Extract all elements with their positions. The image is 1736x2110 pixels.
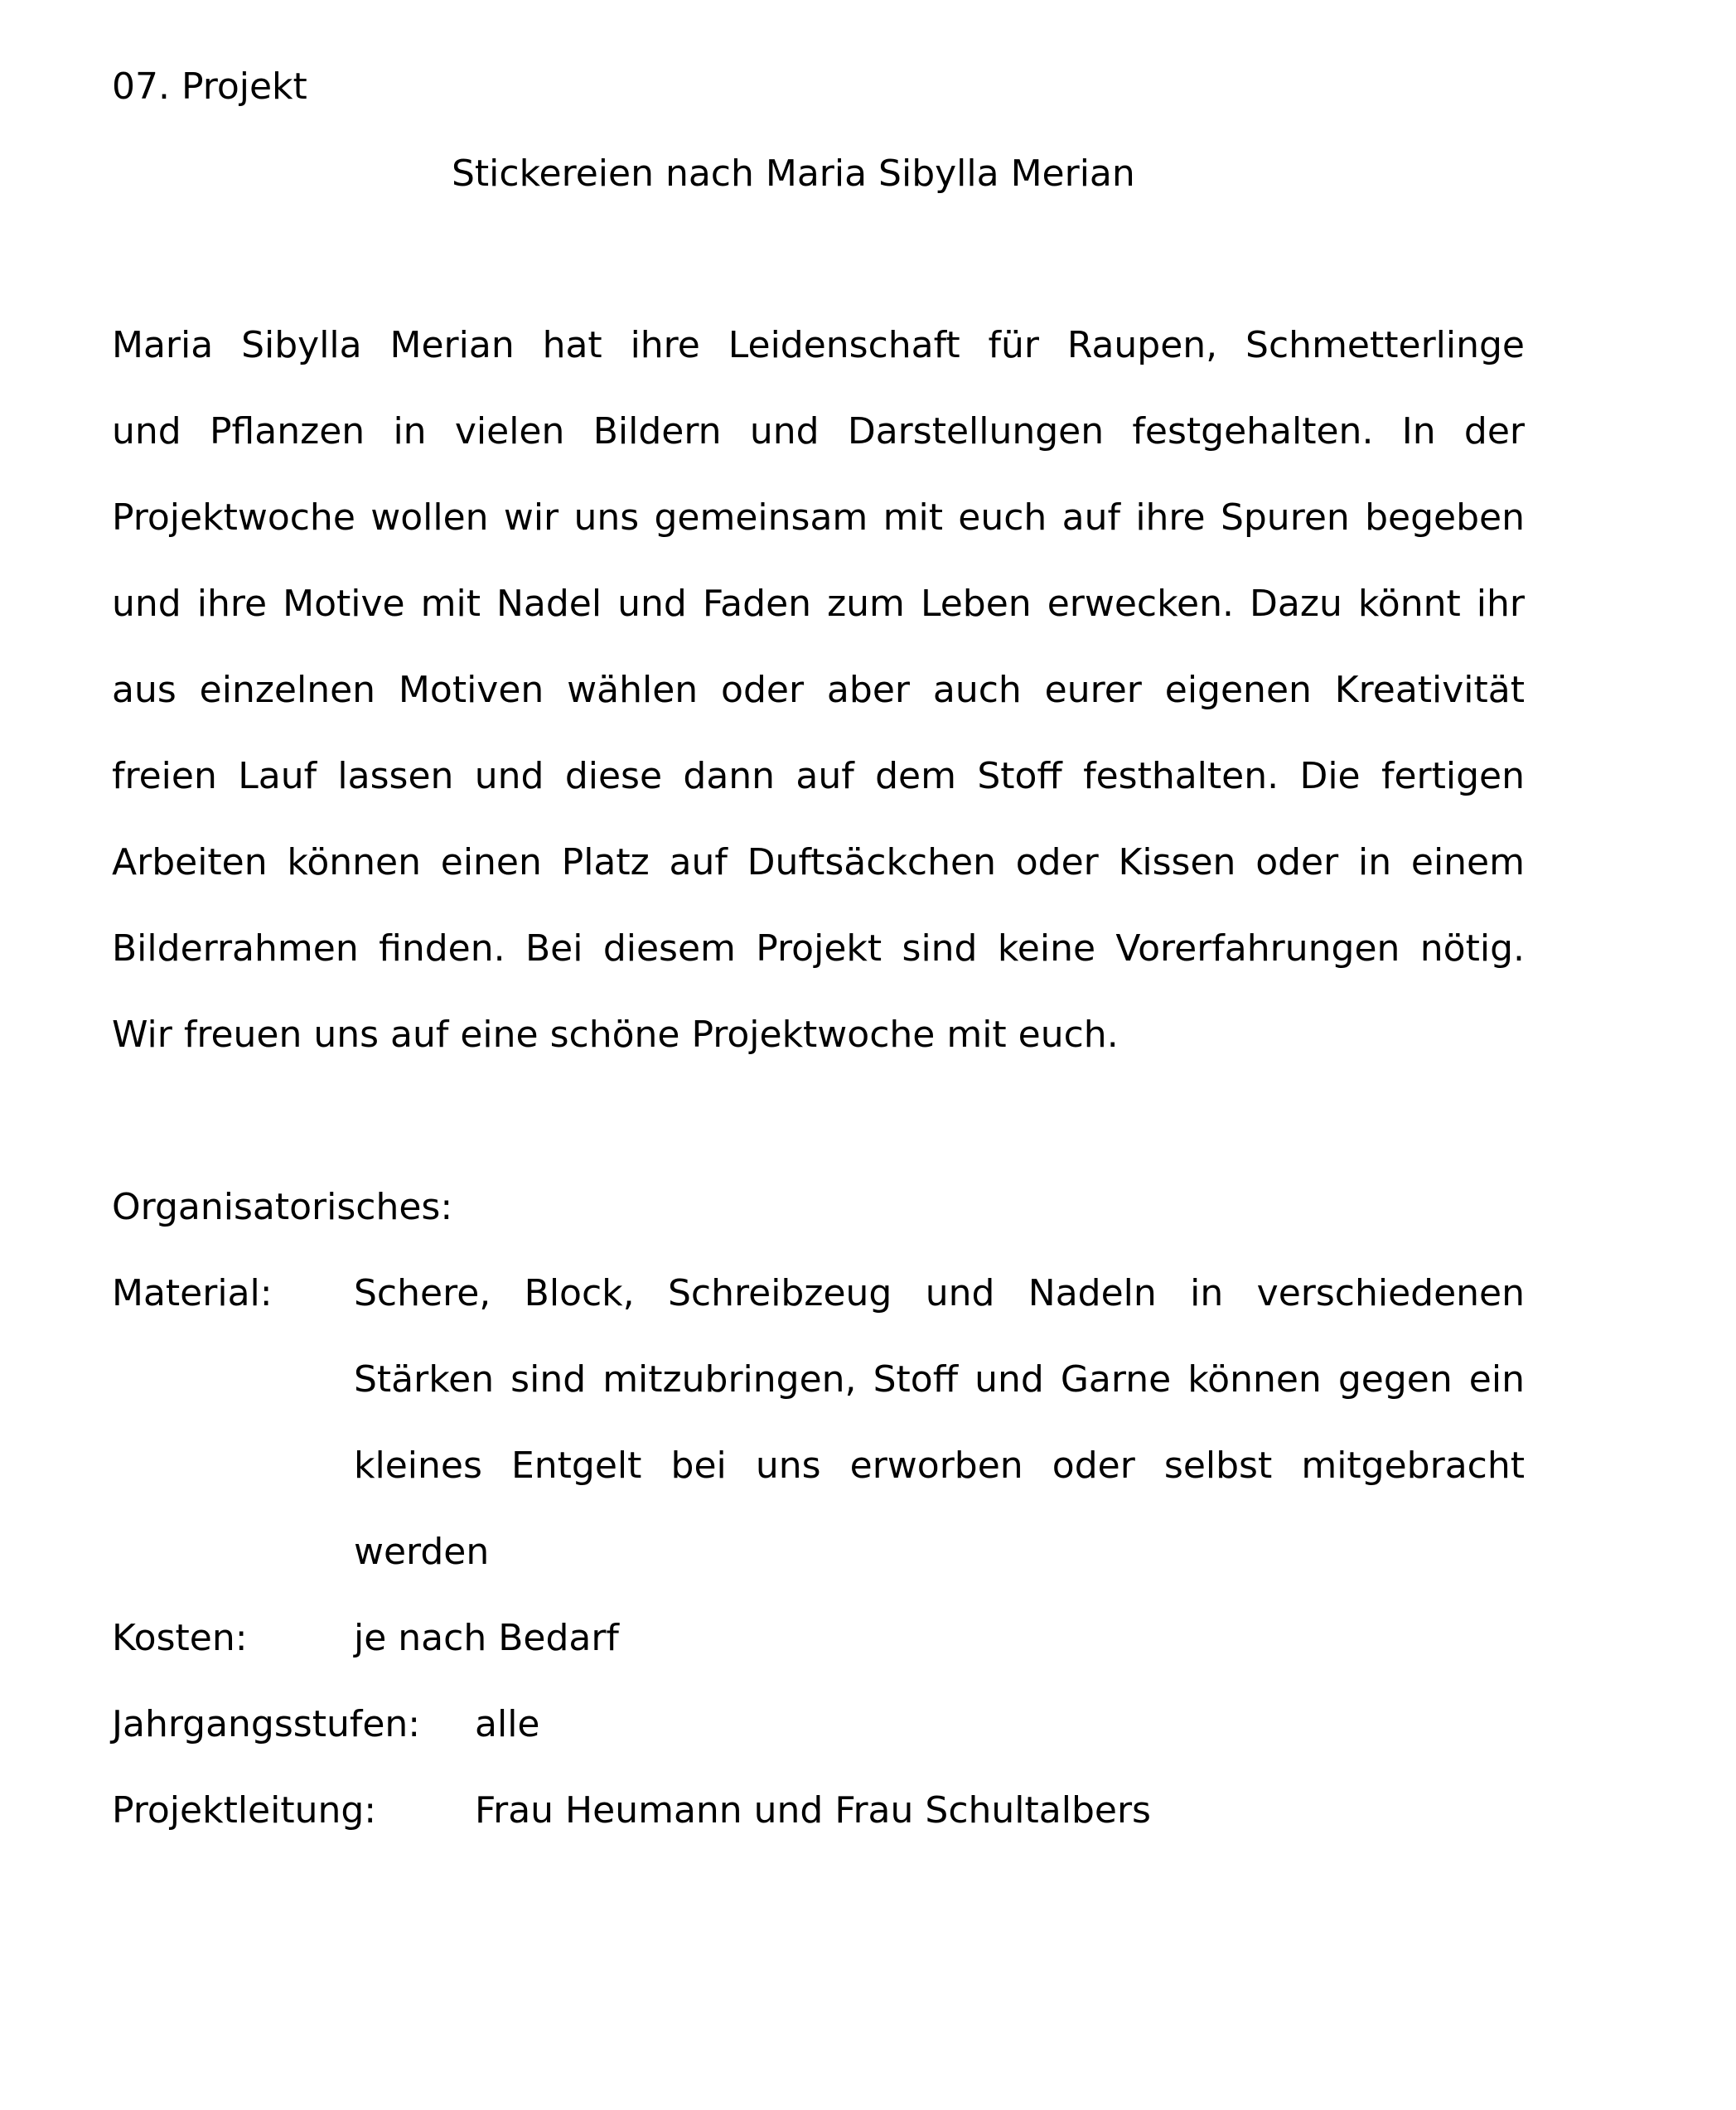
description-line: und Pflanzen in vielen Bildern und Darstellungen festgehalten. In der — [112, 410, 1525, 452]
projektleitung-value: Frau Heumann und Frau Schultalbers — [475, 1789, 1151, 1832]
kosten-label: Kosten: — [112, 1617, 248, 1659]
description-line: Bilderrahmen finden. Bei diesem Projekt sind keine Vorerfahrungen nötig. — [112, 927, 1525, 970]
description-line: Maria Sibylla Merian hat ihre Leidenschaft für Raupen, Schmetterlinge — [112, 324, 1525, 366]
description-line: aus einzelnen Motiven wählen oder aber auch eurer eigenen Kreativität — [112, 669, 1525, 711]
description-line: und ihre Motive mit Nadel und Faden zum Leben erwecken. Dazu könnt ihr — [112, 583, 1525, 625]
material-value-line: Stärken sind mitzubringen, Stoff und Garne können gegen ein — [354, 1358, 1525, 1401]
material-label: Material: — [112, 1272, 273, 1314]
material-value-line: werden — [354, 1531, 490, 1573]
kosten-value: je nach Bedarf — [354, 1617, 619, 1659]
description-line: Wir freuen uns auf eine schöne Projektwoche mit euch. — [112, 1014, 1119, 1056]
material-value-line: Schere, Block, Schreibzeug und Nadeln in verschiedenen — [354, 1272, 1525, 1314]
jahrgangsstufen-value: alle — [475, 1703, 540, 1745]
project-title: Stickereien nach Maria Sibylla Merian — [452, 152, 1135, 195]
description-line: Arbeiten können einen Platz auf Duftsäckchen oder Kissen oder in einem — [112, 841, 1525, 883]
description-line: freien Lauf lassen und diese dann auf dem Stoff festhalten. Die fertigen — [112, 755, 1525, 797]
material-value-line: kleines Entgelt bei uns erworben oder selbst mitgebracht — [354, 1445, 1525, 1487]
description-line: Projektwoche wollen wir uns gemeinsam mit euch auf ihre Spuren begeben — [112, 496, 1525, 539]
projektleitung-label: Projektleitung: — [112, 1789, 377, 1832]
jahrgangsstufen-label: Jahrgangsstufen: — [112, 1703, 421, 1745]
project-number: 07. Projekt — [112, 65, 307, 108]
organisation-heading: Organisatorisches: — [112, 1186, 453, 1228]
